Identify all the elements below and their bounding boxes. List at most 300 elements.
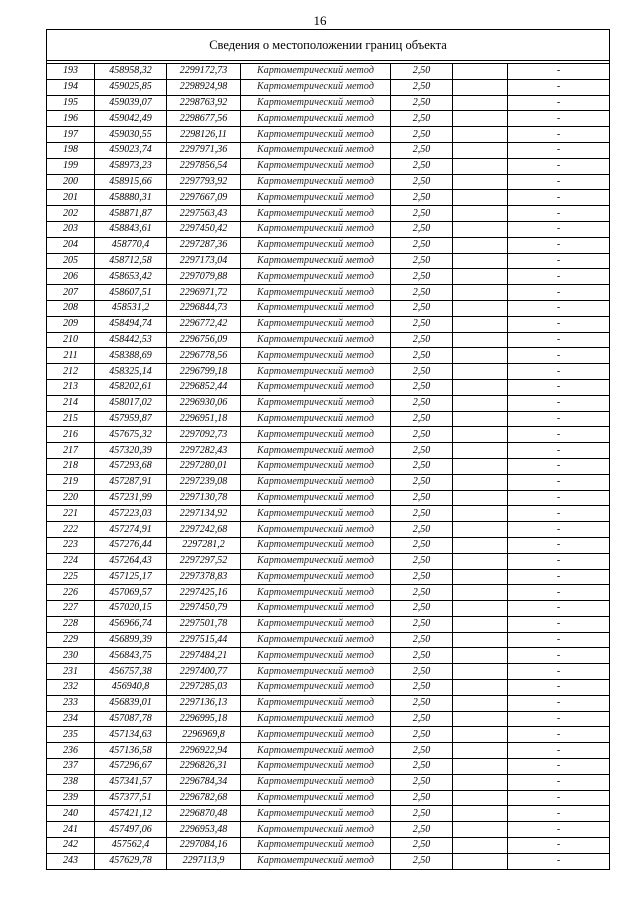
accuracy-cell: 2,50 xyxy=(391,300,453,316)
note-cell: - xyxy=(508,727,610,743)
method-cell: Картометрический метод xyxy=(241,269,391,285)
table-row xyxy=(47,158,610,174)
description-cell xyxy=(453,711,508,727)
method-cell: Картометрический метод xyxy=(241,364,391,380)
y-coordinate-cell: 2297793,92 xyxy=(167,174,241,190)
y-coordinate-cell: 2297856,54 xyxy=(167,158,241,174)
method-cell: Картометрический метод xyxy=(241,332,391,348)
accuracy-cell: 2,50 xyxy=(391,174,453,190)
table-row xyxy=(47,364,610,380)
y-coordinate-cell: 2297280,01 xyxy=(167,458,241,474)
method-cell: Картометрический метод xyxy=(241,316,391,332)
y-coordinate-cell: 2297285,03 xyxy=(167,680,241,696)
note-cell: - xyxy=(508,64,610,80)
accuracy-cell: 2,50 xyxy=(391,759,453,775)
accuracy-cell: 2,50 xyxy=(391,648,453,664)
note-cell: - xyxy=(508,332,610,348)
y-coordinate-cell: 2297484,21 xyxy=(167,648,241,664)
x-coordinate-cell: 458871,87 xyxy=(95,206,167,222)
description-cell xyxy=(453,553,508,569)
description-cell xyxy=(453,759,508,775)
accuracy-cell: 2,50 xyxy=(391,664,453,680)
description-cell xyxy=(453,95,508,111)
table-row xyxy=(47,221,610,237)
table-row xyxy=(47,142,610,158)
table-row xyxy=(47,695,610,711)
x-coordinate-cell: 456966,74 xyxy=(95,616,167,632)
table-row xyxy=(47,838,610,854)
point-number-cell: 235 xyxy=(47,727,95,743)
note-cell: - xyxy=(508,569,610,585)
description-cell xyxy=(453,727,508,743)
table-title: Сведения о местоположении границ объекта xyxy=(47,30,610,61)
method-cell: Картометрический метод xyxy=(241,127,391,143)
note-cell: - xyxy=(508,221,610,237)
point-number-cell: 218 xyxy=(47,458,95,474)
method-cell: Картометрический метод xyxy=(241,474,391,490)
note-cell: - xyxy=(508,95,610,111)
x-coordinate-cell: 458973,23 xyxy=(95,158,167,174)
accuracy-cell: 2,50 xyxy=(391,695,453,711)
method-cell: Картометрический метод xyxy=(241,158,391,174)
note-cell: - xyxy=(508,680,610,696)
description-cell xyxy=(453,506,508,522)
y-coordinate-cell: 2297092,73 xyxy=(167,427,241,443)
point-number-cell: 234 xyxy=(47,711,95,727)
x-coordinate-cell: 457421,12 xyxy=(95,806,167,822)
x-coordinate-cell: 458202,61 xyxy=(95,379,167,395)
table-row xyxy=(47,553,610,569)
description-cell xyxy=(453,379,508,395)
accuracy-cell: 2,50 xyxy=(391,364,453,380)
table-row xyxy=(47,253,610,269)
accuracy-cell: 2,50 xyxy=(391,711,453,727)
note-cell: - xyxy=(508,490,610,506)
y-coordinate-cell: 2296756,09 xyxy=(167,332,241,348)
point-number-cell: 220 xyxy=(47,490,95,506)
y-coordinate-cell: 2297971,36 xyxy=(167,142,241,158)
y-coordinate-cell: 2297242,68 xyxy=(167,522,241,538)
y-coordinate-cell: 2297501,78 xyxy=(167,616,241,632)
table-row xyxy=(47,822,610,838)
method-cell: Картометрический метод xyxy=(241,601,391,617)
x-coordinate-cell: 459023,74 xyxy=(95,142,167,158)
y-coordinate-cell: 2298763,92 xyxy=(167,95,241,111)
table-row xyxy=(47,285,610,301)
table-row xyxy=(47,743,610,759)
accuracy-cell: 2,50 xyxy=(391,158,453,174)
description-cell xyxy=(453,569,508,585)
note-cell: - xyxy=(508,190,610,206)
accuracy-cell: 2,50 xyxy=(391,743,453,759)
accuracy-cell: 2,50 xyxy=(391,348,453,364)
note-cell: - xyxy=(508,206,610,222)
table-row xyxy=(47,506,610,522)
table-row xyxy=(47,664,610,680)
y-coordinate-cell: 2297378,83 xyxy=(167,569,241,585)
point-number-cell: 209 xyxy=(47,316,95,332)
point-number-cell: 204 xyxy=(47,237,95,253)
point-number-cell: 225 xyxy=(47,569,95,585)
table-row xyxy=(47,206,610,222)
method-cell: Картометрический метод xyxy=(241,411,391,427)
point-number-cell: 212 xyxy=(47,364,95,380)
point-number-cell: 239 xyxy=(47,790,95,806)
description-cell xyxy=(453,648,508,664)
method-cell: Картометрический метод xyxy=(241,743,391,759)
table-row xyxy=(47,300,610,316)
y-coordinate-cell: 2296778,56 xyxy=(167,348,241,364)
method-cell: Картометрический метод xyxy=(241,142,391,158)
description-cell xyxy=(453,364,508,380)
accuracy-cell: 2,50 xyxy=(391,285,453,301)
accuracy-cell: 2,50 xyxy=(391,237,453,253)
note-cell: - xyxy=(508,553,610,569)
table-row xyxy=(47,111,610,127)
y-coordinate-cell: 2298677,56 xyxy=(167,111,241,127)
y-coordinate-cell: 2296969,8 xyxy=(167,727,241,743)
accuracy-cell: 2,50 xyxy=(391,111,453,127)
description-cell xyxy=(453,127,508,143)
note-cell: - xyxy=(508,853,610,869)
table-title-row xyxy=(47,30,610,61)
note-cell: - xyxy=(508,142,610,158)
x-coordinate-cell: 457276,44 xyxy=(95,537,167,553)
accuracy-cell: 2,50 xyxy=(391,774,453,790)
method-cell: Картометрический метод xyxy=(241,695,391,711)
x-coordinate-cell: 458958,32 xyxy=(95,64,167,80)
x-coordinate-cell: 458915,66 xyxy=(95,174,167,190)
point-number-cell: 193 xyxy=(47,64,95,80)
note-cell: - xyxy=(508,537,610,553)
method-cell: Картометрический метод xyxy=(241,648,391,664)
x-coordinate-cell: 459042,49 xyxy=(95,111,167,127)
point-number-cell: 198 xyxy=(47,142,95,158)
method-cell: Картометрический метод xyxy=(241,790,391,806)
method-cell: Картометрический метод xyxy=(241,237,391,253)
table-row xyxy=(47,853,610,869)
description-cell xyxy=(453,664,508,680)
description-cell xyxy=(453,853,508,869)
boundary-coordinates-table xyxy=(46,29,610,870)
y-coordinate-cell: 2297297,52 xyxy=(167,553,241,569)
note-cell: - xyxy=(508,474,610,490)
description-cell xyxy=(453,474,508,490)
y-coordinate-cell: 2297667,09 xyxy=(167,190,241,206)
y-coordinate-cell: 2297563,43 xyxy=(167,206,241,222)
x-coordinate-cell: 457377,51 xyxy=(95,790,167,806)
x-coordinate-cell: 457287,91 xyxy=(95,474,167,490)
x-coordinate-cell: 458712,58 xyxy=(95,253,167,269)
description-cell xyxy=(453,316,508,332)
note-cell: - xyxy=(508,774,610,790)
table-row xyxy=(47,806,610,822)
point-number-cell: 243 xyxy=(47,853,95,869)
description-cell xyxy=(453,522,508,538)
table-row xyxy=(47,316,610,332)
accuracy-cell: 2,50 xyxy=(391,506,453,522)
description-cell xyxy=(453,111,508,127)
method-cell: Картометрический метод xyxy=(241,174,391,190)
y-coordinate-cell: 2296799,18 xyxy=(167,364,241,380)
table-row xyxy=(47,774,610,790)
method-cell: Картометрический метод xyxy=(241,806,391,822)
accuracy-cell: 2,50 xyxy=(391,490,453,506)
table-row xyxy=(47,727,610,743)
y-coordinate-cell: 2298126,11 xyxy=(167,127,241,143)
description-cell xyxy=(453,395,508,411)
method-cell: Картометрический метод xyxy=(241,664,391,680)
x-coordinate-cell: 457562,4 xyxy=(95,838,167,854)
y-coordinate-cell: 2296852,44 xyxy=(167,379,241,395)
x-coordinate-cell: 457296,67 xyxy=(95,759,167,775)
y-coordinate-cell: 2296951,18 xyxy=(167,411,241,427)
point-number-cell: 241 xyxy=(47,822,95,838)
accuracy-cell: 2,50 xyxy=(391,838,453,854)
description-cell xyxy=(453,695,508,711)
note-cell: - xyxy=(508,111,610,127)
y-coordinate-cell: 2296971,72 xyxy=(167,285,241,301)
description-cell xyxy=(453,332,508,348)
point-number-cell: 203 xyxy=(47,221,95,237)
accuracy-cell: 2,50 xyxy=(391,206,453,222)
accuracy-cell: 2,50 xyxy=(391,316,453,332)
point-number-cell: 232 xyxy=(47,680,95,696)
point-number-cell: 194 xyxy=(47,79,95,95)
note-cell: - xyxy=(508,285,610,301)
accuracy-cell: 2,50 xyxy=(391,853,453,869)
accuracy-cell: 2,50 xyxy=(391,95,453,111)
accuracy-cell: 2,50 xyxy=(391,806,453,822)
table-row xyxy=(47,79,610,95)
y-coordinate-cell: 2297130,78 xyxy=(167,490,241,506)
x-coordinate-cell: 459025,85 xyxy=(95,79,167,95)
description-cell xyxy=(453,616,508,632)
table-row xyxy=(47,348,610,364)
method-cell: Картометрический метод xyxy=(241,822,391,838)
accuracy-cell: 2,50 xyxy=(391,680,453,696)
y-coordinate-cell: 2296782,68 xyxy=(167,790,241,806)
description-cell xyxy=(453,774,508,790)
accuracy-cell: 2,50 xyxy=(391,79,453,95)
note-cell: - xyxy=(508,806,610,822)
method-cell: Картометрический метод xyxy=(241,632,391,648)
accuracy-cell: 2,50 xyxy=(391,727,453,743)
y-coordinate-cell: 2297079,88 xyxy=(167,269,241,285)
point-number-cell: 206 xyxy=(47,269,95,285)
x-coordinate-cell: 458607,51 xyxy=(95,285,167,301)
x-coordinate-cell: 459039,07 xyxy=(95,95,167,111)
accuracy-cell: 2,50 xyxy=(391,127,453,143)
note-cell: - xyxy=(508,616,610,632)
description-cell xyxy=(453,537,508,553)
method-cell: Картометрический метод xyxy=(241,190,391,206)
description-cell xyxy=(453,221,508,237)
method-cell: Картометрический метод xyxy=(241,853,391,869)
note-cell: - xyxy=(508,237,610,253)
point-number-cell: 200 xyxy=(47,174,95,190)
point-number-cell: 240 xyxy=(47,806,95,822)
method-cell: Картометрический метод xyxy=(241,300,391,316)
description-cell xyxy=(453,142,508,158)
y-coordinate-cell: 2297287,36 xyxy=(167,237,241,253)
x-coordinate-cell: 457959,87 xyxy=(95,411,167,427)
x-coordinate-cell: 459030,55 xyxy=(95,127,167,143)
note-cell: - xyxy=(508,601,610,617)
accuracy-cell: 2,50 xyxy=(391,190,453,206)
description-cell xyxy=(453,790,508,806)
accuracy-cell: 2,50 xyxy=(391,142,453,158)
x-coordinate-cell: 458388,69 xyxy=(95,348,167,364)
note-cell: - xyxy=(508,379,610,395)
note-cell: - xyxy=(508,506,610,522)
accuracy-cell: 2,50 xyxy=(391,522,453,538)
y-coordinate-cell: 2297282,43 xyxy=(167,443,241,459)
y-coordinate-cell: 2297173,04 xyxy=(167,253,241,269)
accuracy-cell: 2,50 xyxy=(391,790,453,806)
y-coordinate-cell: 2297134,92 xyxy=(167,506,241,522)
accuracy-cell: 2,50 xyxy=(391,585,453,601)
table-row xyxy=(47,395,610,411)
accuracy-cell: 2,50 xyxy=(391,221,453,237)
method-cell: Картометрический метод xyxy=(241,379,391,395)
point-number-cell: 226 xyxy=(47,585,95,601)
x-coordinate-cell: 458017,02 xyxy=(95,395,167,411)
method-cell: Картометрический метод xyxy=(241,727,391,743)
x-coordinate-cell: 456940,8 xyxy=(95,680,167,696)
x-coordinate-cell: 457320,39 xyxy=(95,443,167,459)
x-coordinate-cell: 458653,42 xyxy=(95,269,167,285)
table-row xyxy=(47,64,610,80)
table-row xyxy=(47,711,610,727)
y-coordinate-cell: 2296844,73 xyxy=(167,300,241,316)
point-number-cell: 221 xyxy=(47,506,95,522)
y-coordinate-cell: 2296772,42 xyxy=(167,316,241,332)
table-row xyxy=(47,379,610,395)
note-cell: - xyxy=(508,664,610,680)
method-cell: Картометрический метод xyxy=(241,838,391,854)
point-number-cell: 197 xyxy=(47,127,95,143)
accuracy-cell: 2,50 xyxy=(391,269,453,285)
point-number-cell: 238 xyxy=(47,774,95,790)
description-cell xyxy=(453,348,508,364)
point-number-cell: 224 xyxy=(47,553,95,569)
method-cell: Картометрический метод xyxy=(241,458,391,474)
description-cell xyxy=(453,838,508,854)
x-coordinate-cell: 457274,91 xyxy=(95,522,167,538)
table-row xyxy=(47,616,610,632)
x-coordinate-cell: 458325,14 xyxy=(95,364,167,380)
x-coordinate-cell: 457020,15 xyxy=(95,601,167,617)
y-coordinate-cell: 2296995,18 xyxy=(167,711,241,727)
method-cell: Картометрический метод xyxy=(241,585,391,601)
description-cell xyxy=(453,269,508,285)
note-cell: - xyxy=(508,585,610,601)
x-coordinate-cell: 458494,74 xyxy=(95,316,167,332)
x-coordinate-cell: 456839,01 xyxy=(95,695,167,711)
accuracy-cell: 2,50 xyxy=(391,553,453,569)
accuracy-cell: 2,50 xyxy=(391,822,453,838)
method-cell: Картометрический метод xyxy=(241,774,391,790)
description-cell xyxy=(453,79,508,95)
x-coordinate-cell: 456843,75 xyxy=(95,648,167,664)
table-row xyxy=(47,759,610,775)
note-cell: - xyxy=(508,79,610,95)
table-row xyxy=(47,269,610,285)
x-coordinate-cell: 457497,06 xyxy=(95,822,167,838)
method-cell: Картометрический метод xyxy=(241,616,391,632)
method-cell: Картометрический метод xyxy=(241,537,391,553)
point-number-cell: 229 xyxy=(47,632,95,648)
x-coordinate-cell: 457675,32 xyxy=(95,427,167,443)
description-cell xyxy=(453,585,508,601)
x-coordinate-cell: 457136,58 xyxy=(95,743,167,759)
method-cell: Картометрический метод xyxy=(241,221,391,237)
accuracy-cell: 2,50 xyxy=(391,411,453,427)
y-coordinate-cell: 2297084,16 xyxy=(167,838,241,854)
method-cell: Картометрический метод xyxy=(241,253,391,269)
x-coordinate-cell: 456899,39 xyxy=(95,632,167,648)
description-cell xyxy=(453,158,508,174)
accuracy-cell: 2,50 xyxy=(391,632,453,648)
description-cell xyxy=(453,174,508,190)
accuracy-cell: 2,50 xyxy=(391,569,453,585)
method-cell: Картометрический метод xyxy=(241,395,391,411)
description-cell xyxy=(453,458,508,474)
y-coordinate-cell: 2297113,9 xyxy=(167,853,241,869)
accuracy-cell: 2,50 xyxy=(391,253,453,269)
accuracy-cell: 2,50 xyxy=(391,395,453,411)
note-cell: - xyxy=(508,695,610,711)
x-coordinate-cell: 457087,78 xyxy=(95,711,167,727)
point-number-cell: 228 xyxy=(47,616,95,632)
note-cell: - xyxy=(508,632,610,648)
point-number-cell: 199 xyxy=(47,158,95,174)
y-coordinate-cell: 2297450,42 xyxy=(167,221,241,237)
x-coordinate-cell: 457223,03 xyxy=(95,506,167,522)
y-coordinate-cell: 2297515,44 xyxy=(167,632,241,648)
description-cell xyxy=(453,300,508,316)
note-cell: - xyxy=(508,427,610,443)
table-row xyxy=(47,522,610,538)
description-cell xyxy=(453,806,508,822)
y-coordinate-cell: 2297450,79 xyxy=(167,601,241,617)
note-cell: - xyxy=(508,522,610,538)
table-row xyxy=(47,237,610,253)
note-cell: - xyxy=(508,458,610,474)
point-number-cell: 237 xyxy=(47,759,95,775)
point-number-cell: 213 xyxy=(47,379,95,395)
y-coordinate-cell: 2297400,77 xyxy=(167,664,241,680)
method-cell: Картометрический метод xyxy=(241,285,391,301)
method-cell: Картометрический метод xyxy=(241,427,391,443)
table-row xyxy=(47,537,610,553)
note-cell: - xyxy=(508,364,610,380)
y-coordinate-cell: 2296826,31 xyxy=(167,759,241,775)
note-cell: - xyxy=(508,743,610,759)
y-coordinate-cell: 2297425,16 xyxy=(167,585,241,601)
method-cell: Картометрический метод xyxy=(241,79,391,95)
point-number-cell: 242 xyxy=(47,838,95,854)
table-row xyxy=(47,490,610,506)
method-cell: Картометрический метод xyxy=(241,711,391,727)
point-number-cell: 219 xyxy=(47,474,95,490)
method-cell: Картометрический метод xyxy=(241,443,391,459)
description-cell xyxy=(453,680,508,696)
point-number-cell: 216 xyxy=(47,427,95,443)
x-coordinate-cell: 457629,78 xyxy=(95,853,167,869)
table-row xyxy=(47,458,610,474)
